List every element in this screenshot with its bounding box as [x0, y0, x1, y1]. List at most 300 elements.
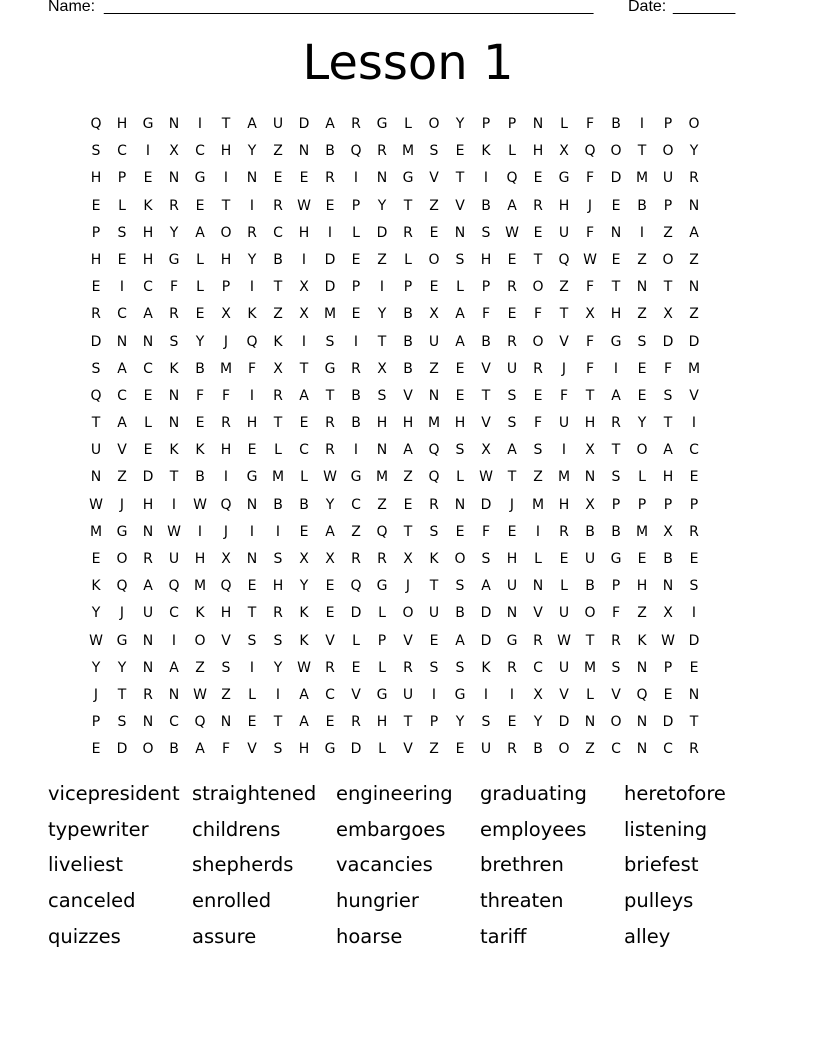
- grid-letter: D: [298, 116, 310, 132]
- grid-letter: A: [325, 523, 335, 540]
- grid-letter: F: [195, 387, 205, 404]
- word-bank-item: hoarse: [336, 924, 403, 948]
- grid-letter: C: [689, 442, 699, 459]
- word-bank-item: typewriter: [48, 817, 149, 841]
- word-bank-item: briefest: [624, 853, 699, 877]
- grid-letter: T: [221, 116, 231, 132]
- grid-row: [83, 332, 733, 359]
- grid-letter: V: [403, 387, 413, 404]
- grid-letter: S: [455, 659, 465, 676]
- grid-letter: P: [91, 714, 101, 731]
- word-bank-item: graduating: [480, 782, 587, 805]
- grid-letter: T: [117, 686, 127, 703]
- grid-row: [83, 304, 733, 331]
- grid-letter: U: [142, 605, 154, 622]
- grid-letter: E: [611, 251, 621, 268]
- grid-letter: B: [273, 496, 283, 513]
- grid-letter: P: [481, 116, 491, 132]
- grid-letter: K: [299, 632, 309, 649]
- header-line: [48, 0, 748, 20]
- grid-letter: X: [169, 143, 179, 160]
- grid-letter: M: [271, 469, 285, 486]
- grid-letter: E: [507, 306, 517, 323]
- grid-letter: N: [584, 469, 596, 486]
- grid-letter: E: [533, 387, 543, 404]
- grid-row: [83, 277, 733, 304]
- grid-letter: C: [143, 360, 153, 377]
- grid-letter: E: [91, 551, 101, 567]
- grid-row: [83, 712, 733, 739]
- grid-letter: K: [169, 360, 179, 377]
- grid-letter: N: [688, 279, 700, 296]
- grid-letter: I: [379, 279, 385, 296]
- grid-letter: I: [249, 659, 255, 676]
- grid-letter: L: [352, 632, 360, 649]
- grid-letter: S: [455, 442, 465, 459]
- grid-letter: P: [663, 116, 673, 132]
- grid-letter: R: [221, 415, 231, 432]
- grid-letter: F: [481, 306, 491, 323]
- grid-letter: O: [636, 442, 648, 459]
- grid-letter: X: [585, 306, 595, 323]
- grid-letter: X: [533, 686, 543, 703]
- grid-letter: F: [481, 523, 491, 540]
- grid-letter: A: [117, 415, 127, 432]
- grid-letter: Y: [637, 415, 647, 432]
- grid-letter: A: [611, 387, 621, 404]
- grid-letter: I: [223, 469, 229, 486]
- grid-letter: Z: [117, 469, 127, 486]
- word-bank-item: brethren: [480, 853, 564, 877]
- grid-letter: Z: [637, 605, 647, 622]
- grid-letter: X: [221, 551, 231, 567]
- grid-letter: T: [403, 714, 413, 731]
- grid-letter: R: [91, 306, 101, 323]
- grid-letter: H: [558, 197, 570, 214]
- grid-letter: E: [663, 686, 673, 703]
- grid-letter: F: [585, 224, 595, 241]
- grid-letter: F: [663, 360, 673, 377]
- grid-letter: X: [663, 605, 673, 622]
- grid-letter: N: [168, 686, 180, 703]
- grid-letter: I: [197, 523, 203, 540]
- grid-letter: E: [325, 605, 335, 622]
- grid-letter: S: [507, 387, 517, 404]
- grid-letter: H: [662, 469, 674, 486]
- grid-letter: T: [585, 387, 595, 404]
- grid-letter: S: [91, 143, 101, 160]
- grid-letter: T: [455, 170, 465, 187]
- grid-letter: Z: [689, 251, 699, 268]
- grid-letter: B: [169, 741, 179, 758]
- grid-letter: Z: [637, 251, 647, 268]
- grid-letter: C: [117, 143, 127, 160]
- grid-letter: M: [401, 143, 415, 160]
- grid-letter: N: [688, 686, 700, 703]
- grid-letter: J: [561, 360, 567, 377]
- grid-letter: U: [558, 659, 570, 676]
- grid-row: [83, 467, 733, 494]
- grid-letter: Y: [299, 578, 309, 595]
- grid-letter: T: [637, 143, 647, 160]
- grid-letter: E: [689, 659, 699, 676]
- grid-letter: D: [688, 632, 700, 649]
- grid-letter: E: [299, 415, 309, 432]
- grid-letter: H: [194, 551, 206, 567]
- grid-letter: P: [117, 170, 127, 187]
- grid-letter: D: [324, 251, 336, 268]
- grid-letter: E: [325, 197, 335, 214]
- grid-letter: A: [507, 442, 517, 459]
- grid-letter: Q: [90, 387, 102, 404]
- grid-letter: E: [325, 714, 335, 731]
- grid-letter: D: [480, 632, 492, 649]
- grid-letter: W: [661, 632, 675, 649]
- grid-letter: H: [220, 251, 232, 268]
- grid-letter: W: [479, 469, 493, 486]
- grid-letter: Q: [194, 714, 206, 731]
- grid-letter: F: [533, 306, 543, 323]
- grid-letter: H: [610, 306, 622, 323]
- grid-letter: F: [247, 360, 257, 377]
- grid-letter: F: [611, 605, 621, 622]
- grid-letter: U: [428, 333, 440, 350]
- grid-row: [83, 250, 733, 277]
- grid-letter: X: [481, 442, 491, 459]
- grid-letter: S: [533, 442, 543, 459]
- grid-letter: V: [455, 197, 465, 214]
- grid-letter: R: [351, 551, 361, 567]
- grid-letter: Y: [91, 605, 101, 622]
- grid-letter: B: [455, 605, 465, 622]
- grid-letter: K: [299, 605, 309, 622]
- grid-letter: J: [119, 605, 125, 622]
- grid-letter: V: [559, 686, 569, 703]
- grid-letter: U: [402, 686, 414, 703]
- grid-letter: R: [533, 360, 543, 377]
- grid-letter: P: [637, 496, 647, 513]
- grid-letter: E: [143, 170, 153, 187]
- grid-letter: K: [481, 659, 491, 676]
- grid-letter: I: [249, 279, 255, 296]
- grid-letter: V: [429, 170, 439, 187]
- grid-letter: Q: [220, 496, 232, 513]
- grid-letter: G: [376, 116, 388, 132]
- grid-letter: R: [325, 415, 335, 432]
- grid-letter: J: [223, 523, 229, 540]
- grid-letter: E: [455, 387, 465, 404]
- grid-letter: L: [378, 659, 386, 676]
- grid-letter: I: [249, 387, 255, 404]
- grid-letter: E: [195, 415, 205, 432]
- grid-letter: Z: [585, 741, 595, 758]
- grid-letter: L: [248, 686, 256, 703]
- date-label: Date:: [628, 0, 667, 15]
- grid-letter: X: [377, 360, 387, 377]
- word-bank-item: vacancies: [336, 853, 433, 877]
- grid-row: [83, 440, 733, 467]
- grid-letter: R: [273, 387, 283, 404]
- grid-letter: N: [246, 170, 258, 187]
- grid-letter: T: [273, 415, 283, 432]
- grid-letter: H: [506, 551, 518, 567]
- grid-letter: P: [91, 224, 101, 241]
- grid-letter: A: [299, 387, 309, 404]
- grid-letter: S: [611, 659, 621, 676]
- grid-letter: B: [325, 143, 335, 160]
- grid-letter: Z: [429, 360, 439, 377]
- grid-letter: B: [403, 333, 413, 350]
- grid-letter: N: [636, 659, 648, 676]
- grid-letter: G: [324, 360, 336, 377]
- word-bank-item: threaten: [480, 889, 564, 913]
- grid-letter: E: [91, 741, 101, 758]
- grid-letter: E: [455, 523, 465, 540]
- grid-letter: E: [351, 306, 361, 323]
- grid-letter: V: [481, 360, 491, 377]
- grid-letter: H: [298, 741, 310, 758]
- grid-letter: E: [507, 251, 517, 268]
- name-blank: _______________________________________________________: [104, 0, 594, 15]
- grid-letter: Z: [429, 197, 439, 214]
- grid-letter: V: [117, 442, 127, 459]
- grid-letter: R: [403, 659, 413, 676]
- grid-letter: C: [273, 224, 283, 241]
- grid-letter: A: [143, 306, 153, 323]
- grid-letter: P: [481, 279, 491, 296]
- page-title: Lesson 1: [302, 35, 514, 91]
- grid-letter: O: [532, 333, 544, 350]
- grid-letter: E: [247, 578, 257, 595]
- grid-letter: R: [377, 551, 387, 567]
- grid-letter: K: [481, 143, 491, 160]
- grid-letter: R: [351, 116, 361, 132]
- grid-letter: U: [558, 415, 570, 432]
- grid-letter: Y: [533, 714, 543, 731]
- grid-letter: Q: [558, 251, 570, 268]
- grid-letter: S: [273, 741, 283, 758]
- grid-letter: Z: [663, 224, 673, 241]
- grid-letter: R: [169, 197, 179, 214]
- grid-letter: H: [90, 251, 102, 268]
- grid-letter: E: [455, 741, 465, 758]
- grid-letter: N: [584, 714, 596, 731]
- grid-letter: L: [352, 224, 360, 241]
- grid-letter: V: [325, 632, 335, 649]
- grid-letter: H: [558, 496, 570, 513]
- grid-letter: E: [507, 523, 517, 540]
- grid-letter: Z: [377, 496, 387, 513]
- grid-letter: Y: [377, 197, 387, 214]
- grid-letter: T: [611, 442, 621, 459]
- grid-letter: L: [196, 279, 204, 296]
- grid-letter: S: [481, 224, 491, 241]
- grid-letter: K: [247, 306, 257, 323]
- grid-letter: O: [610, 714, 622, 731]
- grid-letter: B: [533, 741, 543, 758]
- grid-letter: K: [195, 442, 205, 459]
- grid-letter: E: [91, 197, 101, 214]
- grid-letter: O: [402, 605, 414, 622]
- grid-letter: I: [275, 686, 281, 703]
- grid-letter: E: [533, 224, 543, 241]
- grid-letter: T: [663, 279, 673, 296]
- grid-letter: Y: [91, 659, 101, 676]
- grid-letter: R: [559, 523, 569, 540]
- grid-letter: B: [611, 116, 621, 132]
- grid-row: [83, 223, 733, 250]
- grid-letter: Z: [351, 523, 361, 540]
- grid-letter: I: [249, 523, 255, 540]
- grid-letter: N: [142, 523, 154, 540]
- grid-letter: B: [299, 496, 309, 513]
- grid-letter: I: [613, 360, 619, 377]
- grid-letter: O: [454, 551, 466, 567]
- grid-letter: T: [585, 632, 595, 649]
- grid-letter: N: [532, 116, 544, 132]
- grid-letter: U: [662, 170, 674, 187]
- grid-letter: C: [351, 496, 361, 513]
- grid-letter: X: [273, 360, 283, 377]
- grid-letter: D: [610, 170, 622, 187]
- grid-letter: Q: [506, 170, 518, 187]
- grid-letter: E: [429, 279, 439, 296]
- grid-letter: C: [299, 442, 309, 459]
- grid-letter: M: [635, 170, 649, 187]
- grid-letter: F: [585, 170, 595, 187]
- word-bank-item: straightened: [192, 782, 317, 805]
- grid-letter: L: [534, 551, 542, 567]
- grid-letter: A: [117, 360, 127, 377]
- grid-letter: E: [247, 442, 257, 459]
- grid-letter: I: [249, 197, 255, 214]
- grid-letter: R: [507, 279, 517, 296]
- date-blank: _______: [673, 0, 736, 15]
- grid-letter: E: [195, 197, 205, 214]
- grid-letter: H: [90, 170, 102, 187]
- grid-letter: N: [376, 170, 388, 187]
- grid-letter: P: [351, 197, 361, 214]
- grid-letter: M: [557, 469, 571, 486]
- grid-letter: V: [559, 333, 569, 350]
- grid-letter: S: [325, 333, 335, 350]
- grid-letter: I: [275, 523, 281, 540]
- grid-letter: M: [323, 306, 337, 323]
- grid-letter: M: [89, 523, 103, 540]
- grid-letter: Q: [584, 143, 596, 160]
- grid-letter: U: [506, 578, 518, 595]
- grid-letter: E: [143, 387, 153, 404]
- grid-letter: R: [533, 632, 543, 649]
- grid-letter: D: [558, 714, 570, 731]
- grid-letter: S: [247, 632, 257, 649]
- grid-letter: H: [272, 578, 284, 595]
- grid-letter: N: [636, 714, 648, 731]
- grid-letter: S: [429, 523, 439, 540]
- grid-letter: G: [142, 116, 154, 132]
- grid-letter: N: [454, 224, 466, 241]
- grid-letter: A: [325, 116, 335, 132]
- grid-letter: S: [273, 551, 283, 567]
- grid-letter: X: [221, 306, 231, 323]
- grid-letter: F: [585, 360, 595, 377]
- grid-letter: T: [559, 306, 569, 323]
- grid-letter: R: [507, 741, 517, 758]
- word-bank-item: shepherds: [192, 853, 294, 877]
- grid-letter: E: [273, 170, 283, 187]
- grid-letter: N: [662, 578, 674, 595]
- grid-letter: R: [273, 197, 283, 214]
- grid-letter: V: [611, 686, 621, 703]
- grid-letter: P: [689, 496, 699, 513]
- grid-letter: O: [662, 251, 674, 268]
- grid-letter: W: [89, 496, 103, 513]
- grid-letter: L: [456, 279, 464, 296]
- grid-letter: N: [428, 387, 440, 404]
- grid-letter: D: [350, 741, 362, 758]
- grid-letter: S: [507, 415, 517, 432]
- grid-letter: G: [350, 469, 362, 486]
- grid-letter: H: [480, 251, 492, 268]
- grid-letter: N: [532, 578, 544, 595]
- grid-letter: R: [273, 605, 283, 622]
- grid-letter: N: [168, 387, 180, 404]
- grid-letter: U: [558, 605, 570, 622]
- grid-letter: R: [247, 224, 257, 241]
- grid-letter: L: [508, 143, 516, 160]
- grid-letter: Q: [116, 578, 128, 595]
- grid-letter: T: [429, 578, 439, 595]
- grid-letter: I: [639, 224, 645, 241]
- grid-letter: S: [117, 224, 127, 241]
- grid-letter: A: [455, 306, 465, 323]
- grid-letter: J: [223, 333, 229, 350]
- grid-letter: N: [246, 496, 258, 513]
- grid-letter: I: [119, 279, 125, 296]
- grid-letter: B: [403, 306, 413, 323]
- grid-letter: Z: [195, 659, 205, 676]
- grid-letter: H: [116, 116, 128, 132]
- grid-row: [83, 413, 733, 440]
- grid-letter: C: [117, 306, 127, 323]
- grid-letter: C: [169, 605, 179, 622]
- grid-letter: Q: [350, 143, 362, 160]
- grid-letter: K: [169, 442, 179, 459]
- grid-letter: E: [143, 442, 153, 459]
- word-bank-item: alley: [624, 924, 671, 948]
- grid-letter: P: [351, 279, 361, 296]
- grid-letter: B: [585, 523, 595, 540]
- grid-letter: P: [221, 279, 231, 296]
- grid-letter: E: [637, 551, 647, 567]
- grid-letter: Q: [376, 523, 388, 540]
- grid-letter: N: [636, 741, 648, 758]
- grid-letter: Y: [455, 714, 465, 731]
- grid-letter: M: [635, 523, 649, 540]
- grid-letter: Y: [455, 116, 465, 132]
- grid-row: [83, 739, 733, 766]
- grid-letter: S: [481, 551, 491, 567]
- grid-letter: H: [532, 143, 544, 160]
- grid-letter: Q: [636, 686, 648, 703]
- grid-letter: F: [221, 741, 231, 758]
- word-bank-item: hungrier: [336, 889, 419, 913]
- grid-letter: I: [691, 415, 697, 432]
- grid-letter: S: [221, 659, 231, 676]
- grid-letter: W: [297, 197, 311, 214]
- grid-letter: F: [559, 387, 569, 404]
- grid-letter: W: [583, 251, 597, 268]
